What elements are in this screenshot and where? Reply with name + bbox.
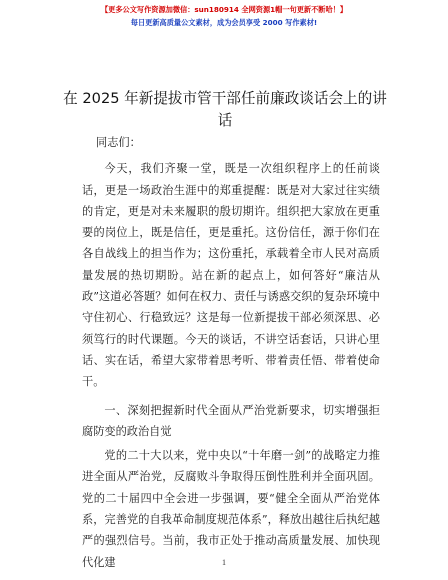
section-heading: 一、深刻把握新时代全面从严治党新要求，切实增强拒腐防变的政治自觉 bbox=[82, 403, 380, 438]
greeting: 同志们： bbox=[96, 136, 141, 149]
promo-banner-subline: 每日更新高质量公文素材，成为会员享受 2000 写作素材! bbox=[130, 18, 318, 27]
body-paragraph: 党的二十大以来，党中央以“十年磨一剑”的战略定力推进全面从严治党，反腐败斗争取得压倒性胜利并全面巩固。党的二十届四中全会进一步强调，要“健全全面从严治党体系，完善党的自我革命制度规范体系”，释放出越往后执纪越严的强烈信号。当前，我市正处于推动高质量发展、加快现代化建 bbox=[82, 449, 380, 569]
document-body bbox=[82, 132, 380, 573]
document-title: 在 2025 年新提拔市管干部任前廉政谈话会上的讲话 bbox=[63, 90, 387, 129]
body-paragraph: 今天，我们齐聚一堂，既是一次组织程序上的任前谈话，更是一场政治生涯中的郑重提醒：既是对大家过往实绩的肯定，更是对未来履职的殷切期许。组织把大家放在更重要的岗位上，既是信任，更是重托。这份信任，源于你们在各自战线上的担当作为；这份重托，承载着全市人民对高质量发展的热切期盼。站在新的起点上，如何答好“廉洁从政”这道必答题？如何在权力、责任与诱惑交织的复杂环境中守住初心、行稳致远？这是每一位新提拔干部必须深思、必须笃行的时代课题。今天的谈话，不讲空话套话，只讲心里话、实在话，希望大家带着思考听、带着责任悟、带着使命干。 bbox=[82, 162, 380, 389]
promo-banner-line: 【更多公文写作资源加微信：sun180914 全网资源1帽一句更新不断哈！】 bbox=[100, 5, 348, 14]
page-number: 1 bbox=[222, 558, 226, 567]
